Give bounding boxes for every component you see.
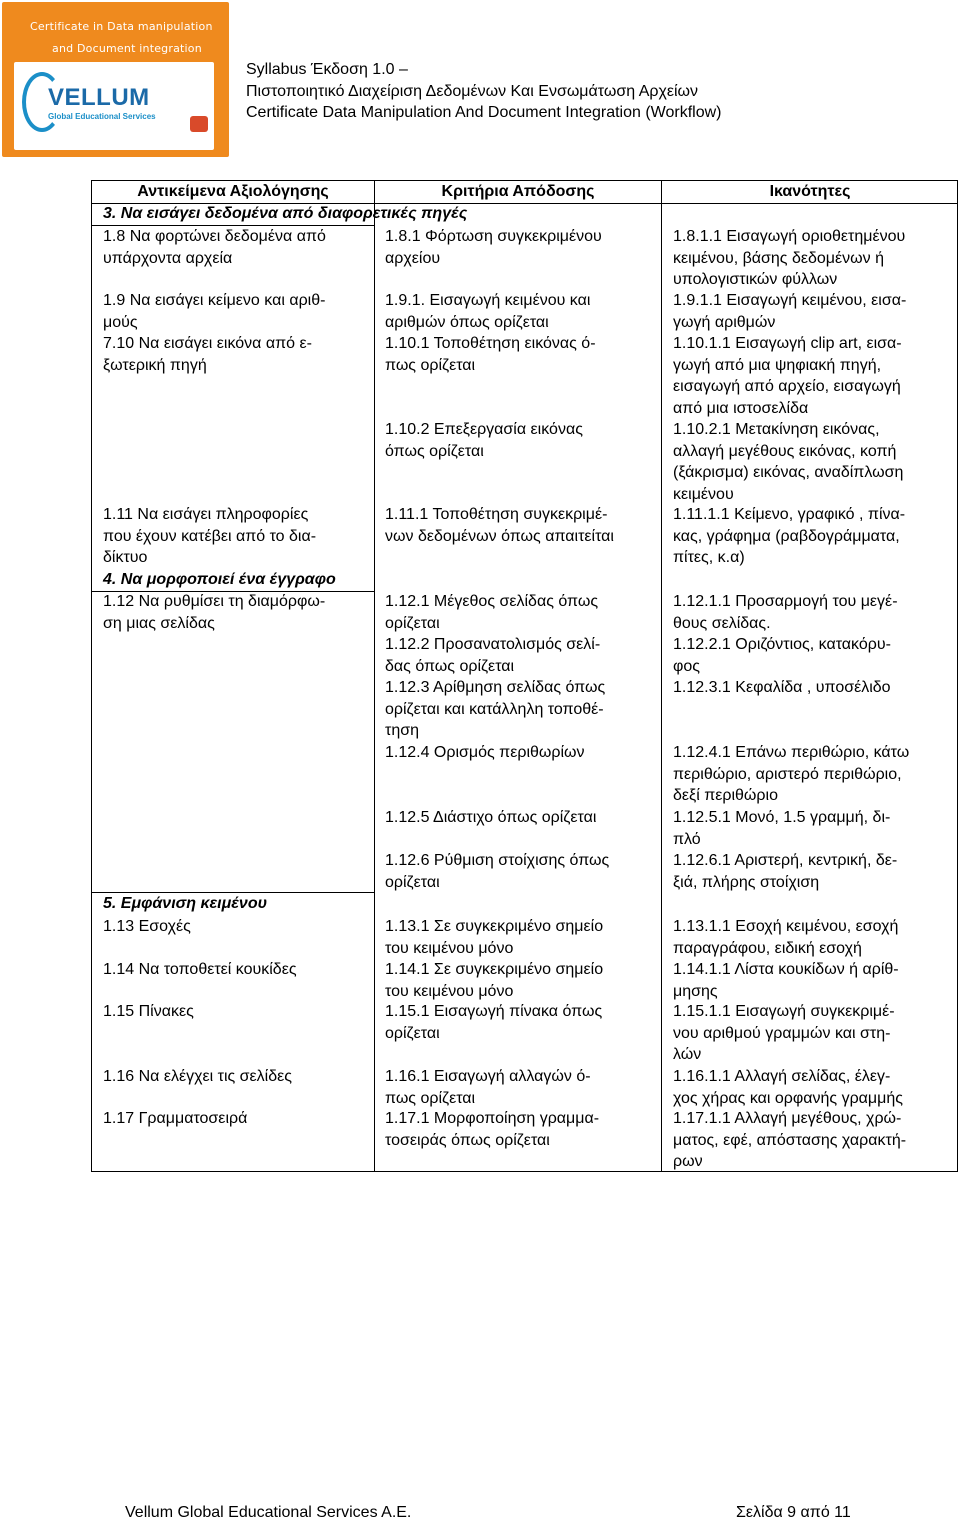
column-header: Αντικείμενα Αξιολόγησης (137, 183, 329, 200)
table-cell: 1.8.1.1 Εισαγωγή οριοθετημένου κειμένου, βάσης δεδομένων ή υπολογιστικών φύλλων (673, 228, 906, 288)
logo-caption-line2: and Document integration (52, 42, 202, 55)
header-line1: Syllabus Έκδοση 1.0 – (246, 61, 408, 78)
table-cell: 1.11.1 Τοποθέτηση συγκεκριμέ- νων δεδομένων όπως απαιτείται (385, 506, 614, 545)
table-cell: 1.8.1 Φόρτωση συγκεκριμένου αρχείου (385, 228, 602, 267)
table-cell: 1.16 Να ελέγχει τις σελίδες (103, 1068, 292, 1085)
table-cell: 1.13.1 Σε συγκεκριμένο σημείο του κειμένου μόνο (385, 918, 604, 957)
table-cell: 1.13 Εσοχές (103, 918, 191, 935)
table-cell: 1.12.5 Διάστιχο όπως ορίζεται (385, 809, 597, 826)
table-cell: 1.14.1 Σε συγκεκριμένο σημείο του κειμένου μόνο (385, 961, 604, 1000)
table-cell: 1.17.1 Μορφοποίηση γραμμα- τοσειράς όπως ορίζεται (385, 1110, 600, 1149)
table-cell: 1.16.1 Εισαγωγή αλλαγών ό- πως ορίζεται (385, 1068, 591, 1107)
table-cell: 1.14.1.1 Λίστα κουκίδων ή αρίθ- μησης (673, 961, 899, 1000)
header-line2: Πιστοποιητικό Διαχείριση Δεδομένων Και Ενσωμάτωση Αρχείων (246, 82, 699, 100)
table-cell: 1.16.1.1 Αλλαγή σελίδας, έλεγ- χος χήρας και ορφανής γραμμής (673, 1068, 903, 1107)
table-cell: 1.12.6 Ρύθμιση στοίχισης όπως ορίζεται (385, 852, 610, 891)
table-cell: 1.15.1 Εισαγωγή πίνακα όπως ορίζεται (385, 1003, 603, 1042)
logo-subtitle: Global Educational Services (48, 112, 156, 121)
page-header (246, 59, 721, 124)
table-cell: 1.10.2.1 Μετακίνηση εικόνας, αλλαγή μεγέθους εικόνας, κοπή (ξάκρισμα) εικόνας, αναδίπλωση κειμένου (673, 421, 904, 503)
column-header: Κριτήρια Απόδοσης (441, 183, 595, 200)
column-header: Ικανότητες (769, 183, 851, 200)
section-heading: 4. Να μορφοποιεί ένα έγγραφο (103, 571, 336, 588)
logo-brand: VELLUM (48, 84, 150, 111)
table-cell: 1.12.3.1 Κεφαλίδα , υποσέλιδο (673, 679, 891, 696)
table-cell: 1.8 Να φορτώνει δεδομένα από υπάρχοντα αρχεία (103, 228, 326, 267)
table-cell: 1.9.1.1 Εισαγωγή κειμένου, εισα- γωγή αριθμών (673, 292, 907, 331)
table-cell: 1.11 Να εισάγει πληροφορίες που έχουν κατέβει από το δια- δίκτυο (103, 506, 317, 566)
logo-caption-line1: Certificate in Data manipulation (30, 20, 213, 33)
table-cell: 1.12.3 Αρίθμηση σελίδας όπως ορίζεται και κατάλληλη τοποθέ- τηση (385, 679, 606, 739)
table-cell: 1.10.1 Τοποθέτηση εικόνας ό- πως ορίζεται (385, 335, 596, 374)
table-cell: 1.12.2 Προσανατολισμός σελί- δας όπως ορίζεται (385, 636, 601, 675)
table-cell: 1.12.1.1 Προσαρμογή του μεγέ- θους σελίδας. (673, 593, 898, 632)
section-heading: 5. Εμφάνιση κειμένου (103, 895, 268, 912)
table-cell: 1.12.6.1 Αριστερή, κεντρική, δε- ξιά, πλήρης στοίχιση (673, 852, 898, 891)
table-cell: 1.12.2.1 Οριζόντιος, κατακόρυ- φος (673, 636, 891, 675)
table-cell: 1.9 Να εισάγει κείμενο και αριθ- μούς (103, 292, 326, 331)
vellum-logo (2, 2, 229, 157)
table-cell: 1.10.2 Επεξεργασία εικόνας όπως ορίζεται (385, 421, 583, 460)
table-cell: 1.12 Να ρυθμίσει τη διαμόρφω- ση μιας σελίδας (103, 593, 326, 632)
table-cell: 1.15.1.1 Εισαγωγή συγκεκριμέ- νου αριθμού γραμμών και στη- λών (673, 1003, 895, 1063)
footer-page-number: Σελίδα 9 από 11 (736, 1504, 851, 1521)
logo-badge (14, 62, 214, 150)
footer-company: Vellum Global Educational Services A.E. (125, 1504, 412, 1521)
table-cell: 1.17 Γραμματοσειρά (103, 1110, 248, 1127)
table-cell: 1.15 Πίνακες (103, 1003, 194, 1020)
table-cell: 1.10.1.1 Εισαγωγή clip art, εισα- γωγή από μια ψηφιακή πηγή, εισαγωγή από αρχείο, εισαγωγή από μια ιστοσελίδα (673, 335, 902, 417)
table-cell: 1.12.1 Μέγεθος σελίδας όπως ορίζεται (385, 593, 599, 632)
table-cell: 1.9.1. Εισαγωγή κειμένου και αριθμών όπως ορίζεται (385, 292, 591, 331)
column-divider (661, 181, 662, 1171)
books-icon (190, 116, 208, 132)
table-cell: 7.10 Να εισάγει εικόνα από ε- ξωτερική πηγή (103, 335, 312, 374)
table-cell: 1.12.4 Ορισμός περιθωρίων (385, 744, 585, 761)
table-cell: 1.14 Να τοποθετεί κουκίδες (103, 961, 297, 978)
table-cell: 1.17.1.1 Αλλαγή μεγέθους, χρώ- ματος, εφέ, απόστασης χαρακτή- ρων (673, 1110, 907, 1170)
syllabus-table (91, 180, 958, 1172)
table-cell: 1.13.1.1 Εσοχή κειμένου, εσοχή παραγράφου, ειδική εσοχή (673, 918, 899, 957)
table-cell: 1.12.5.1 Μονό, 1.5 γραμμή, δι- πλό (673, 809, 891, 848)
header-line3: Certificate Data Manipulation And Document Integration (Workflow) (246, 104, 722, 121)
table-cell: 1.12.4.1 Επάνω περιθώριο, κάτω περιθώριο, αριστερό περιθώριο, δεξί περιθώριο (673, 744, 910, 804)
section-heading: 3. Να εισάγει δεδομένα από διαφορετικές πηγές (103, 205, 468, 222)
table-cell: 1.11.1.1 Κείμενο, γραφικό , πίνα- κας, γράφημα (ραβδογράμματα, πίτες, κ.α) (673, 506, 906, 566)
column-divider (374, 181, 375, 1171)
